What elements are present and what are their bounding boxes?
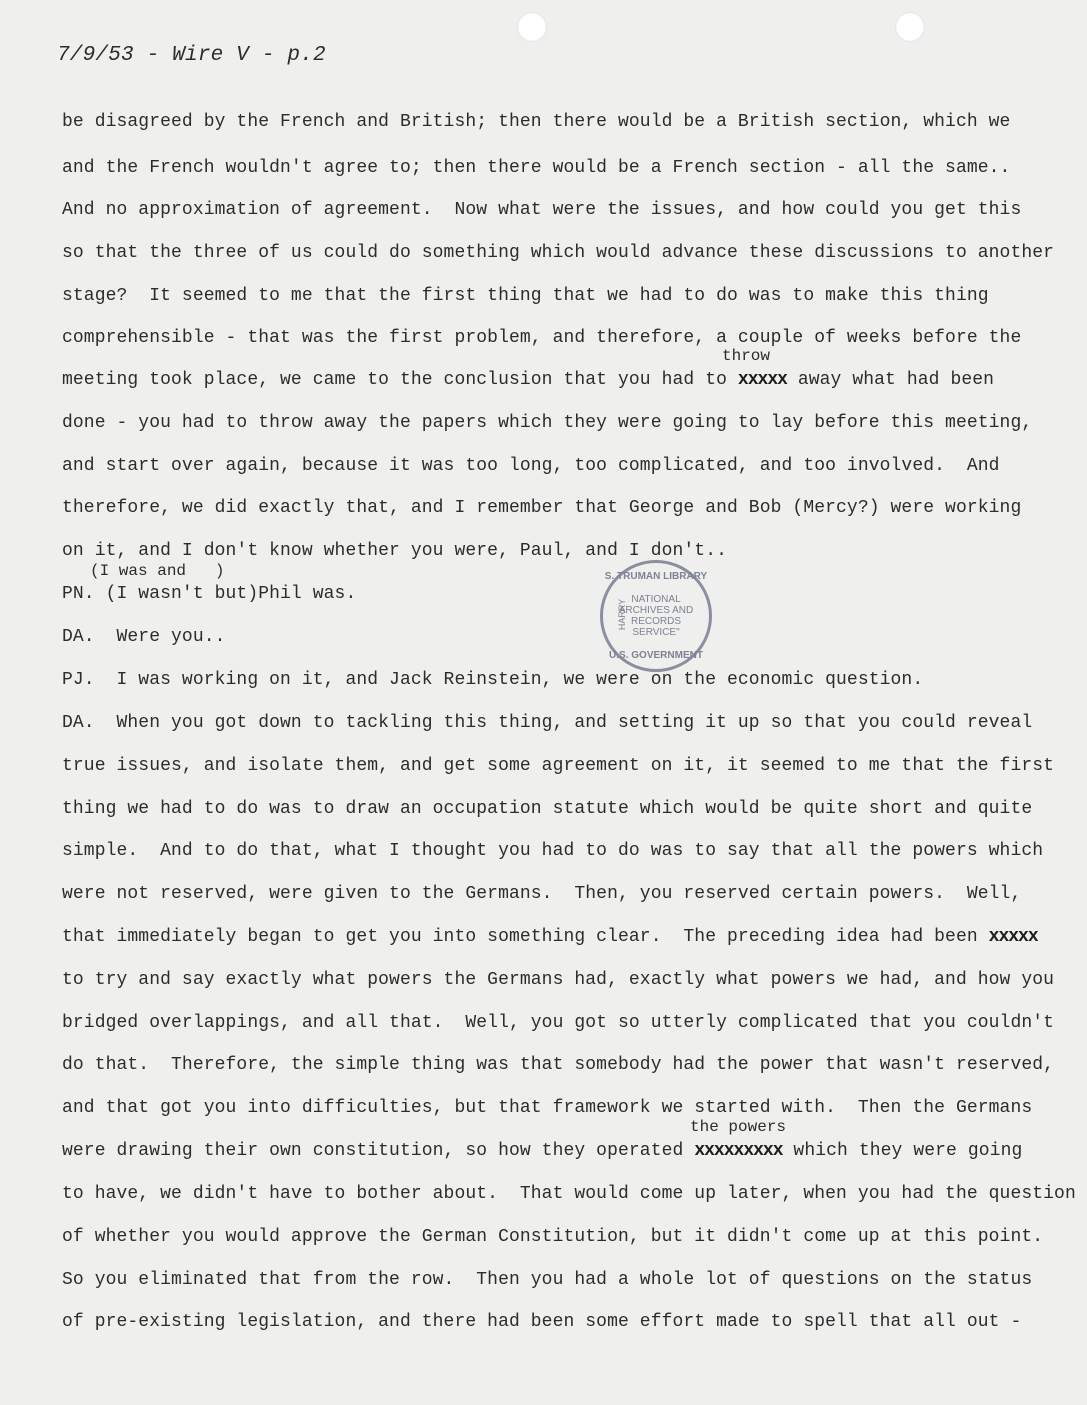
text-line-4: so that the three of us could do something which would advance these discussions to another: [62, 243, 1055, 263]
text-line-18: simple. And to do that, what I thought you had to do was to say that all the powers which: [62, 841, 1044, 861]
text-line-21: to try and say exactly what powers the Germans had, exactly what powers we had, and how you: [62, 970, 1055, 990]
text-line-10: therefore, we did exactly that, and I remember that George and Bob (Mercy?) were working: [62, 498, 1022, 518]
text-line-15: DA. When you got down to tackling this thing, and setting it up so that you could reveal: [62, 713, 1033, 733]
text-line-2: and the French wouldn't agree to; then there would be a French section - all the same..: [62, 158, 1011, 178]
text-line-20: [62, 927, 1038, 947]
text-line-5: stage? It seemed to me that the first thing that we had to do was to make this thing: [62, 286, 989, 306]
text-line-1: be disagreed by the French and British; then there would be a British section, which we: [62, 112, 1011, 132]
page-header: 7/9/53 - Wire V - p.2: [57, 44, 326, 67]
text-line-23: do that. Therefore, the simple thing was that somebody had the power that wasn't reserved,: [62, 1055, 1055, 1075]
stamp-left-text: HARRY: [617, 598, 628, 631]
stamp-middle-text: NATIONAL ARCHIVES AND RECORDS SERVICE": [618, 594, 694, 638]
text-line-7: [62, 370, 994, 390]
punch-hole-right: [895, 12, 925, 42]
text-line-22: bridged overlappings, and all that. Well, you got so utterly complicated that you couldn't: [62, 1013, 1055, 1033]
text-line-6: comprehensible - that was the first problem, and therefore, a couple of weeks before the: [62, 328, 1022, 348]
library-stamp: [600, 560, 712, 672]
text-line-14: PJ. I was working on it, and Jack Reinstein, we were on the economic question.: [62, 670, 924, 690]
stamp-top-text: S. TRUMAN LIBRARY: [604, 571, 708, 582]
interline-throw: throw: [722, 347, 771, 365]
stamp-bottom-text: U.S. GOVERNMENT: [609, 650, 703, 661]
struck-word: xxxxxxxxx: [694, 1141, 783, 1161]
text-line-13: DA. Were you..: [62, 627, 226, 647]
text-line-16: true issues, and isolate them, and get some agreement on it, it seemed to me that the first: [62, 756, 1055, 776]
text-line-9: and start over again, because it was too long, too complicated, and too involved. And: [62, 456, 1000, 476]
struck-word: xxxxx: [737, 370, 787, 390]
text-line-25: [62, 1141, 1022, 1161]
text-line-11: on it, and I don't know whether you were, Paul, and I don't..: [62, 541, 728, 561]
text-line-3: And no approximation of agreement. Now what were the issues, and how could you get this: [62, 200, 1022, 220]
text-line-7-end: away what had been: [786, 370, 995, 390]
text-line-26: to have, we didn't have to bother about. That would come up later, when you had the question: [62, 1184, 1076, 1204]
text-line-27: of whether you would approve the German Constitution, but it didn't come up at this point.: [62, 1227, 1044, 1247]
text-line-7-start: meeting took place, we came to the conclusion that you had to: [62, 370, 738, 390]
text-line-20-start: that immediately began to get you into something clear. The preceding idea had been: [62, 927, 989, 947]
interline-the-powers: the powers: [690, 1118, 787, 1136]
interline-i-was-and: (I was and ): [90, 562, 225, 580]
text-line-19: were not reserved, were given to the Germans. Then, you reserved certain powers. Well,: [62, 884, 1022, 904]
text-line-25-end: which they were going: [782, 1141, 1023, 1161]
struck-word: xxxxx: [988, 927, 1038, 947]
text-line-25-start: were drawing their own constitution, so how they operated: [62, 1141, 695, 1161]
text-line-28: So you eliminated that from the row. Then you had a whole lot of questions on the status: [62, 1270, 1033, 1290]
text-line-24: and that got you into difficulties, but that framework we started with. Then the Germans: [62, 1098, 1033, 1118]
text-line-8: done - you had to throw away the papers which they were going to lay before this meeting,: [62, 413, 1033, 433]
text-line-17: thing we had to do was to draw an occupation statute which would be quite short and quite: [62, 799, 1033, 819]
text-line-12: PN. (I wasn't but)Phil was.: [62, 584, 357, 604]
punch-hole-left: [517, 12, 547, 42]
text-line-29: of pre-existing legislation, and there had been some effort made to spell that all out -: [62, 1312, 1022, 1332]
